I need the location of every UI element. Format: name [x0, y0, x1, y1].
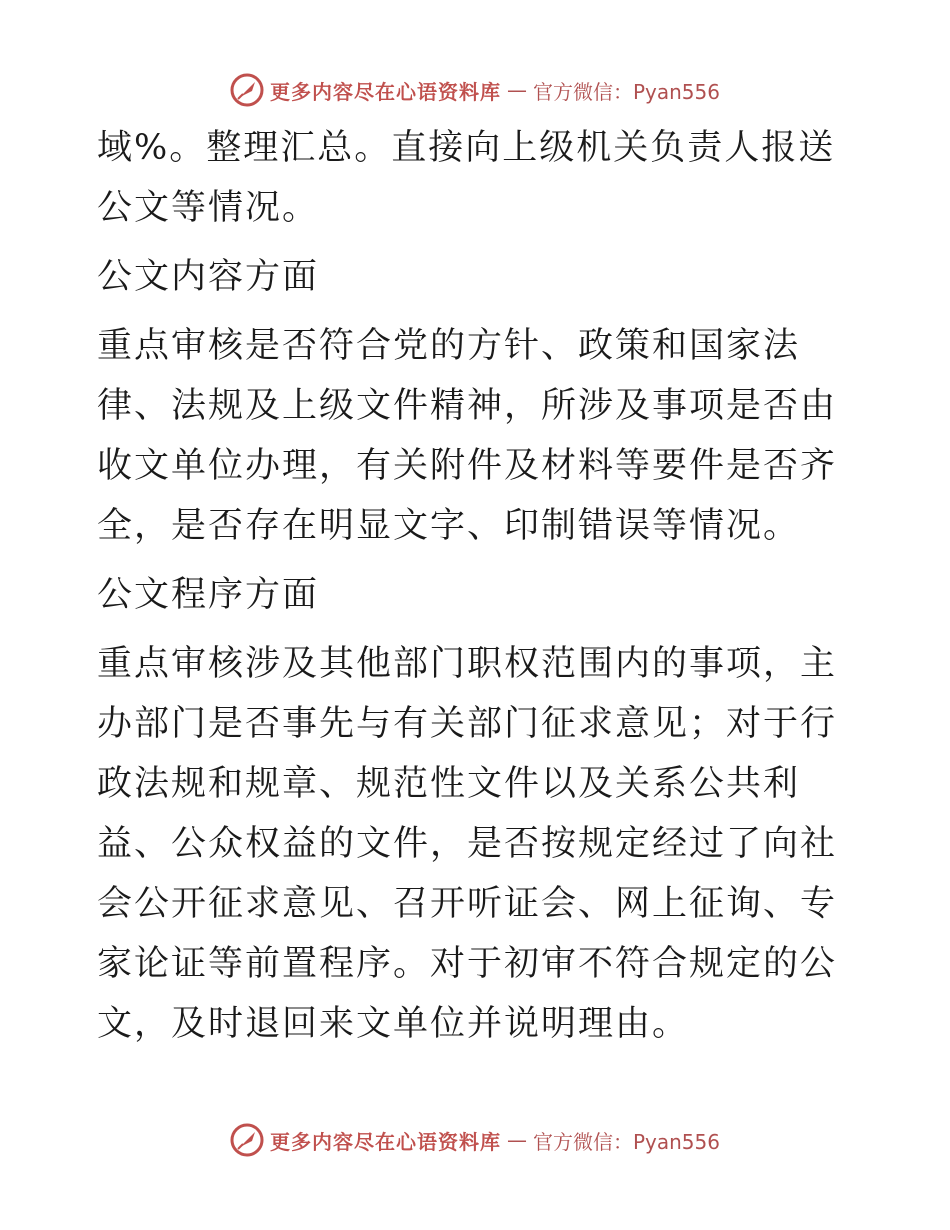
- section-heading-procedure: 公文程序方面: [97, 575, 320, 615]
- watermark-contact-text: 官方微信：Pyan556: [532, 79, 720, 104]
- header-watermark: [0, 70, 950, 110]
- footer-watermark: [0, 1120, 950, 1160]
- watermark-separator: —: [506, 1128, 527, 1152]
- watermark-contact-text: 官方微信：Pyan556: [532, 1129, 720, 1154]
- quill-logo-icon: [230, 73, 264, 107]
- paragraph-continuation: 域%。整理汇总。直接向上级机关负责人报送公文等情况。: [97, 128, 836, 228]
- watermark-separator: —: [506, 78, 527, 102]
- section-heading-content: 公文内容方面: [97, 257, 320, 297]
- document-body: [97, 118, 857, 1063]
- watermark-site-text: 更多内容尽在心语资料库: [269, 1129, 501, 1154]
- quill-logo-icon: [230, 1123, 264, 1157]
- paragraph-content-review: 重点审核是否符合党的方针、政策和国家法律、法规及上级文件精神，所涉及事项是否由收文单位办理，有关附件及材料等要件是否齐全，是否存在明显文字、印制错误等情况。: [97, 326, 838, 546]
- paragraph-procedure-review: 重点审核涉及其他部门职权范围内的事项，主办部门是否事先与有关部门征求意见；对于行政法规和规章、规范性文件以及关系公共利益、公众权益的文件，是否按规定经过了向社会公开征求意见、召开听证会、网上征询、专家论证等前置程序。对于初审不符合规定的公文，及时退回来文单位并说明理由。: [97, 644, 838, 1044]
- watermark-site-text: 更多内容尽在心语资料库: [269, 79, 501, 104]
